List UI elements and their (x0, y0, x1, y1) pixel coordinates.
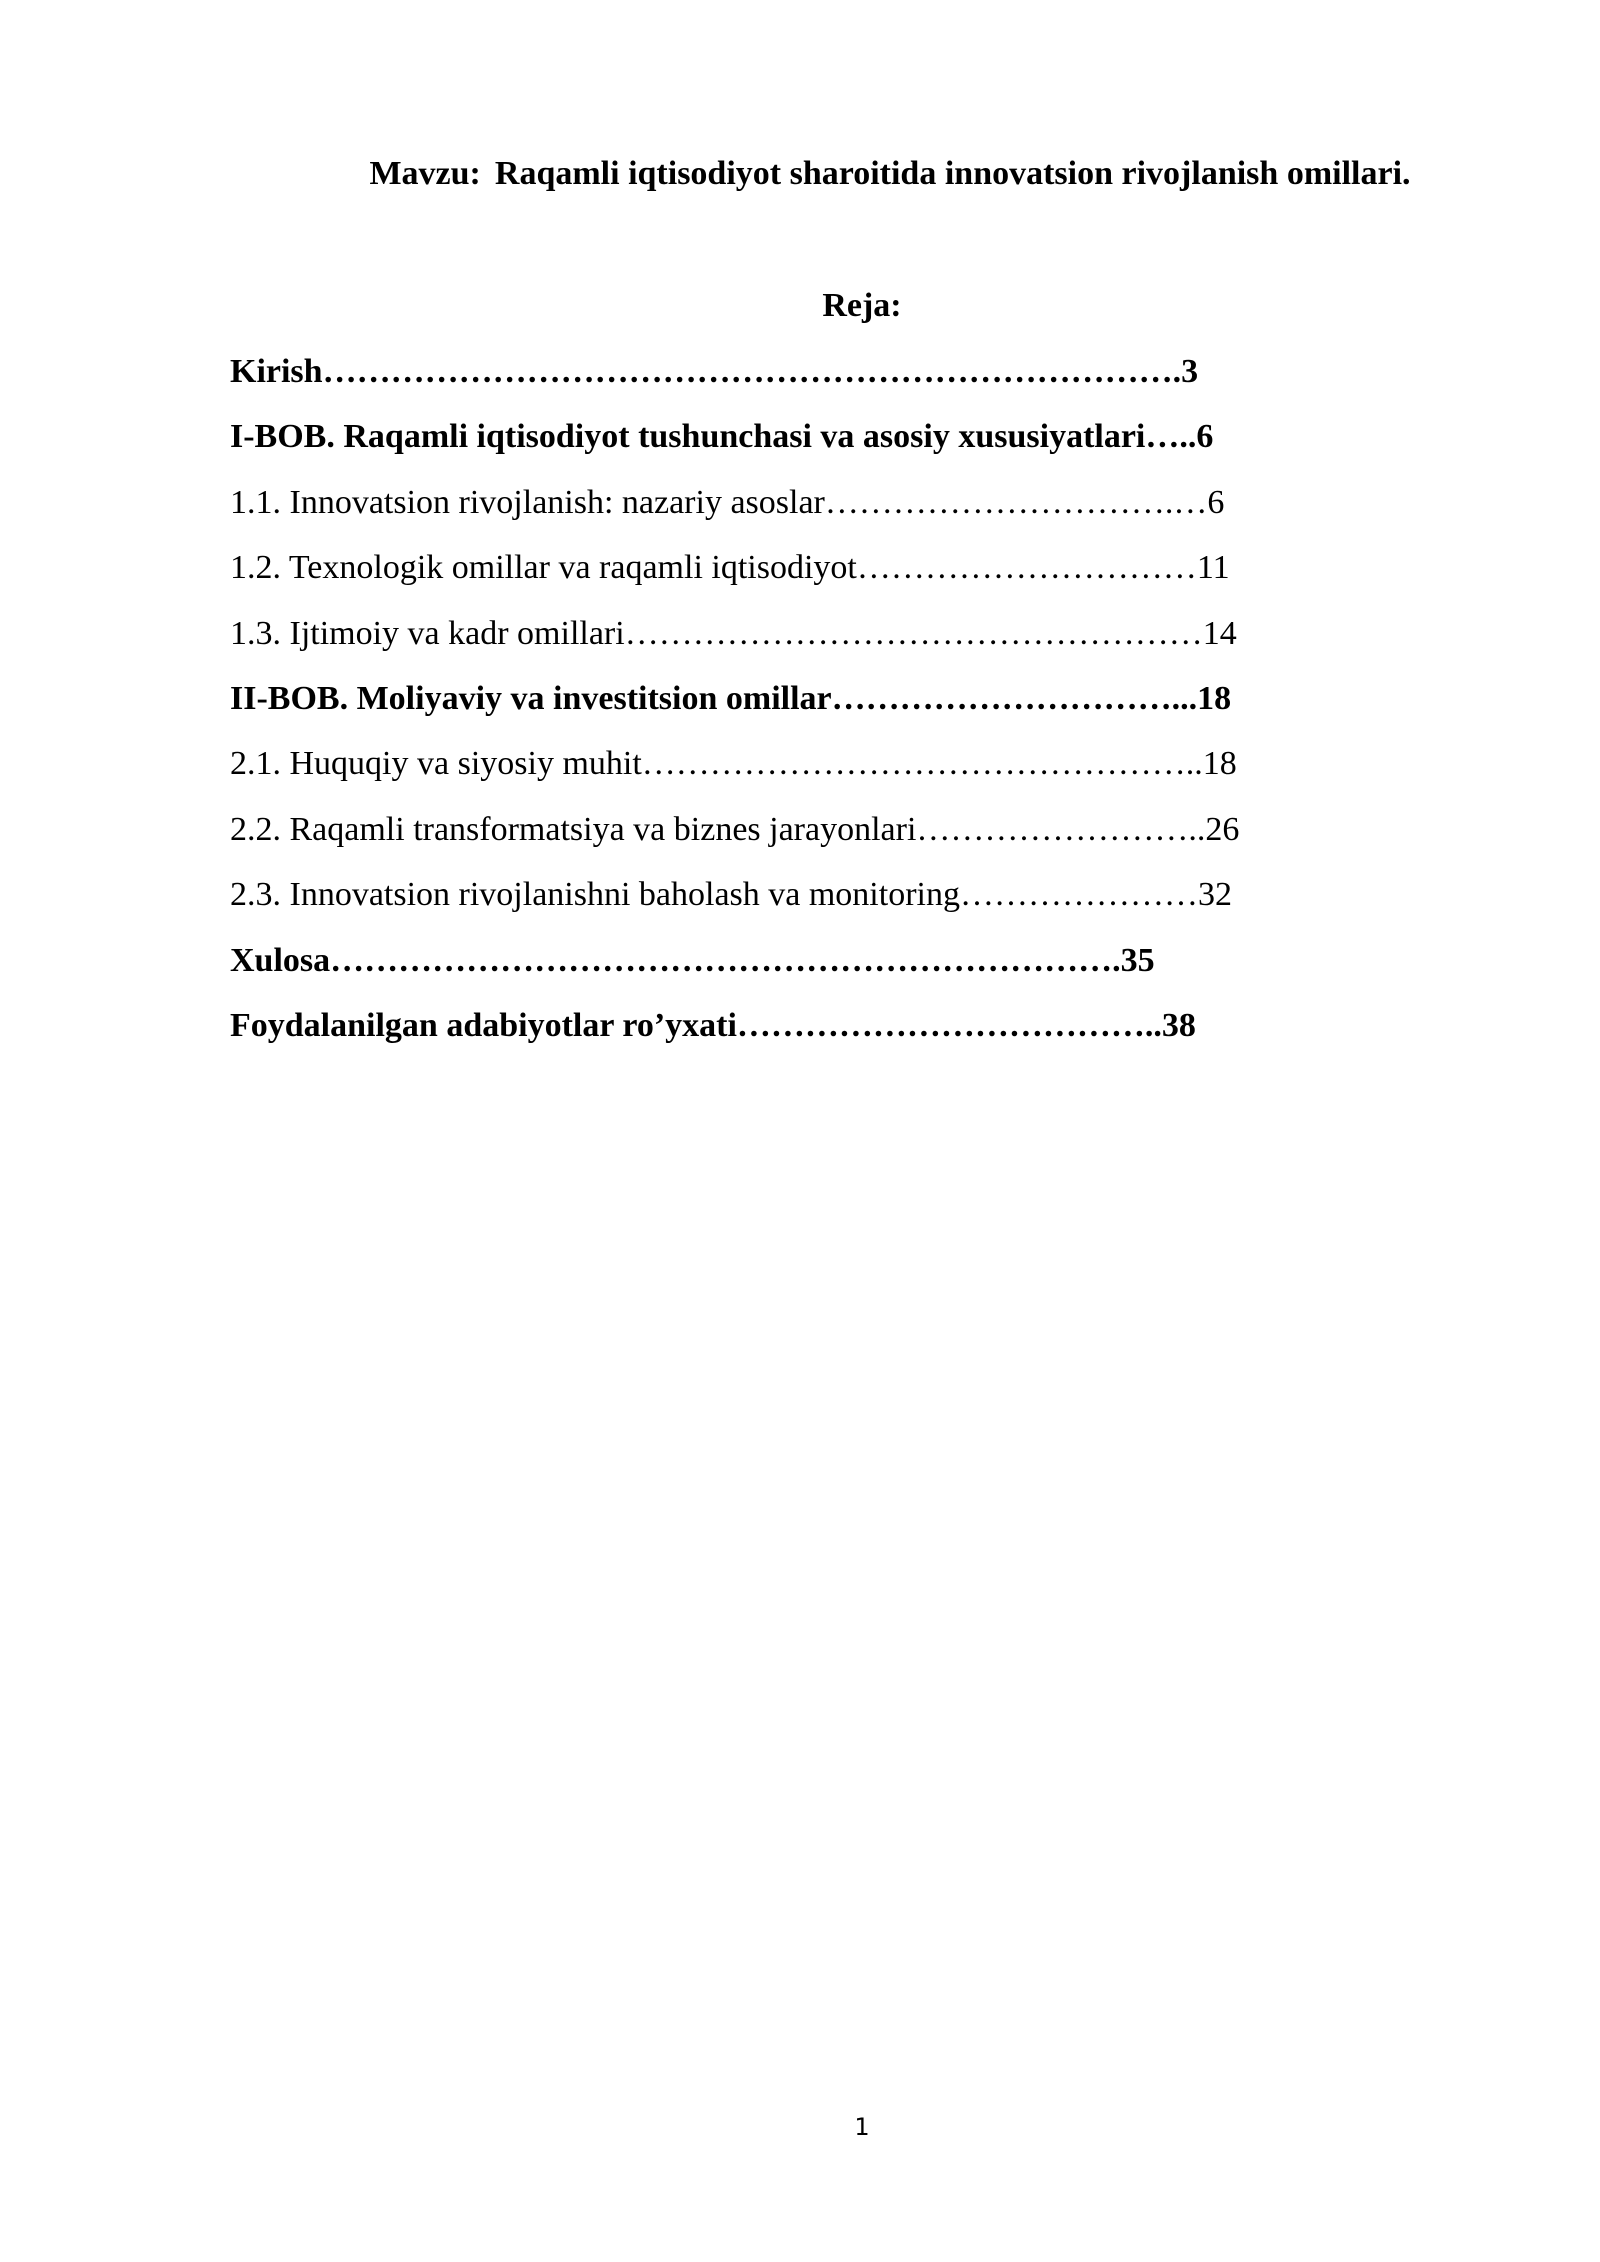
toc-entry-leader: ……………………………………………………………. (330, 941, 1121, 979)
toc-entry-label: 2.3. Innovatsion rivojlanishni baholash va monitoring (230, 876, 960, 914)
page-number: 1 (854, 2113, 870, 2141)
toc-entry-label: II-BOB. Moliyaviy va investitsion omillar (230, 679, 832, 717)
toc-entry-label: 1.2. Texnologik omillar va raqamli iqtisodiyot (230, 549, 857, 587)
toc-entry-page: 32 (1197, 876, 1232, 914)
toc-entry-leader: ………………………………………….. (641, 745, 1203, 783)
toc-entry-section-2-3 (230, 873, 1239, 938)
toc-entry-leader: ………………………….… (824, 483, 1208, 521)
toc-entry-section-1-3 (230, 612, 1239, 677)
toc-entry-label: 2.2. Raqamli transformatsiya va biznes jarayonlari (230, 810, 917, 848)
toc-entry-page: 18 (1197, 679, 1232, 717)
toc-entry-section-1-1 (230, 481, 1239, 546)
topic-line (0, 152, 1600, 196)
table-of-contents (230, 350, 1239, 1069)
toc-entry-leader: ……………………………….. (736, 1006, 1162, 1044)
toc-entry-kirish (230, 350, 1239, 415)
toc-entry-page: 18 (1202, 745, 1237, 783)
toc-entry-page: 38 (1161, 1006, 1196, 1044)
toc-entry-leader: …………………………………………… (624, 614, 1203, 652)
toc-entry-label: Xulosa (230, 941, 331, 979)
toc-entry-leader: ….. (1145, 418, 1197, 456)
toc-entry-label: I-BOB. Raqamli iqtisodiyot tushunchasi va asosiy xususiyatlari (230, 418, 1146, 456)
toc-entry-label: 1.3. Ijtimoiy va kadr omillari (230, 614, 625, 652)
toc-entry-label: Foydalanilgan adabiyotlar ro’yxati (230, 1006, 737, 1044)
toc-entry-chapter-1 (230, 415, 1239, 480)
toc-entry-section-2-2 (230, 808, 1239, 873)
toc-entry-page: 14 (1202, 614, 1237, 652)
toc-entry-page: 6 (1207, 483, 1225, 521)
toc-entry-leader: ………………… (959, 876, 1198, 914)
toc-entry-xulosa (230, 939, 1239, 1004)
toc-entry-page: 6 (1196, 418, 1214, 456)
toc-entry-leader: ………………………… (856, 549, 1197, 587)
toc-entry-label: 2.1. Huquqiy va siyosiy muhit (230, 745, 642, 783)
toc-entry-page: 11 (1196, 549, 1230, 587)
toc-entry-references (230, 1004, 1239, 1069)
toc-entry-label: Kirish (230, 353, 323, 390)
toc-entry-leader: …………………………... (831, 679, 1198, 717)
toc-entry-page: .3 (1172, 353, 1199, 390)
plan-heading: Reja: (822, 287, 902, 324)
toc-entry-chapter-2 (230, 677, 1239, 742)
toc-entry-page: 26 (1205, 810, 1240, 848)
topic-title: Raqamli iqtisodiyot sharoitida innovatsion rivojlanish omillari. (494, 155, 1411, 192)
toc-entry-leader: ………………………………………………………………… (322, 353, 1173, 390)
toc-entry-section-2-1 (230, 742, 1239, 807)
toc-entry-page: 35 (1120, 941, 1155, 979)
toc-entry-section-1-2 (230, 546, 1239, 611)
toc-entry-label: 1.1. Innovatsion rivojlanish: nazariy asoslar (230, 483, 825, 521)
topic-prefix: Mavzu: (369, 155, 481, 192)
toc-entry-leader: …………………….. (916, 810, 1206, 848)
